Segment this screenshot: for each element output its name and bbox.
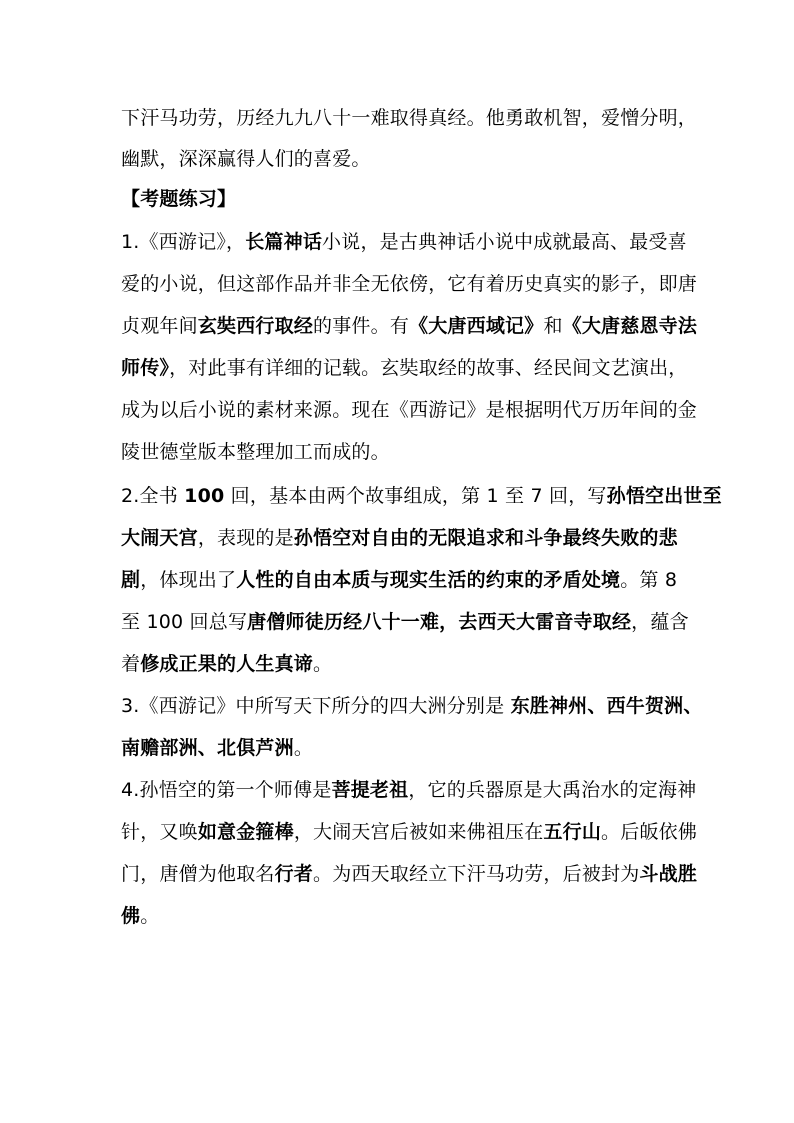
- text-line: 陵世德堂版本整理加工而成的。: [121, 441, 390, 463]
- text-line: 幽默，深深赢得人们的喜爱。: [121, 148, 371, 170]
- bold-text: 如意金箍棒: [197, 821, 294, 843]
- text-line: 大闹天宫，表现的是孙悟空对自由的无限追求和斗争最终失败的悲: [121, 527, 678, 549]
- text-line: 剧，体现出了人性的自由本质与现实生活的约束的矛盾处境。第 8: [121, 569, 678, 591]
- bold-text: 大闹天宫: [121, 527, 198, 549]
- bold-text: 行者: [274, 863, 314, 885]
- text-line: 佛。: [121, 905, 160, 927]
- bold-text: 东胜神州、西牛贺洲、: [510, 695, 703, 717]
- bold-text: 【考题练习】: [121, 188, 237, 210]
- text-line: 南赡部洲、北俱芦洲。: [121, 737, 314, 759]
- bold-text: 菩提老祖: [331, 779, 409, 801]
- text-line: 3.《西游记》中所写天下所分的四大洲分别是 东胜神州、西牛贺洲、: [121, 695, 703, 717]
- bold-text: 孙悟空对自由的无限追求和斗争最终失败的悲: [293, 527, 678, 549]
- bold-text: 长篇神话: [245, 231, 323, 253]
- bold-text: 修成正果的人生真谛: [140, 653, 314, 675]
- text-line: 着修成正果的人生真谛。: [121, 653, 333, 675]
- text-line: 至 100 回总写唐僧师徒历经八十一难，去西天大雷音寺取经，蕴含: [121, 611, 689, 633]
- bold-text: 《大唐西域记》: [409, 315, 544, 337]
- text-line: 4.孙悟空的第一个师傅是菩提老祖，它的兵器原是大禹治水的定海神: [121, 779, 697, 801]
- bold-text: 剧: [121, 569, 141, 591]
- text-line: 1.《西游记》，长篇神话小说，是古典神话小说中成就最高、最受喜: [121, 231, 687, 253]
- bold-text: 孙悟空出世至: [606, 485, 722, 507]
- text-line: 针，又唤如意金箍棒，大闹天宫后被如来佛祖压在五行山。后皈依佛: [121, 821, 698, 843]
- text-line: 贞观年间玄奘西行取经的事件。有《大唐西域记》和《大唐慈恩寺法: [121, 315, 698, 337]
- bold-text: 人性的自由本质与现实生活的约束的矛盾处境: [236, 569, 621, 591]
- bold-text: 玄奘西行取经: [197, 315, 314, 337]
- text-line: 下汗马功劳，历经九九八十一难取得真经。他勇敢机智，爱憎分明，: [121, 107, 698, 129]
- bold-text: 师传》: [121, 357, 170, 379]
- text-line: 2.全书 100 回，基本由两个故事组成，第 1 至 7 回，写孙悟空出世至: [121, 485, 722, 507]
- text-line: 成为以后小说的素材来源。现在《西游记》是根据明代万历年间的金: [121, 399, 698, 421]
- bold-text: 《大唐慈恩寺法: [562, 315, 698, 337]
- text-line: 门，唐僧为他取名行者。为西天取经立下汗马功劳，后被封为斗战胜: [121, 863, 698, 885]
- bold-text: 100: [184, 485, 225, 507]
- bold-text: 五行山: [543, 821, 602, 843]
- bold-text: 佛: [121, 905, 141, 927]
- bold-text: 斗战胜: [639, 863, 698, 885]
- text-line: 爱的小说，但这部作品并非全无依傍，它有着历史真实的影子，即唐: [121, 273, 698, 295]
- bold-text: 南赡部洲、北俱芦洲: [121, 737, 294, 759]
- bold-text: 唐僧师徒历经八十一难，去西天大雷音寺取经: [247, 611, 632, 633]
- text-line: 师传》，对此事有详细的记载。玄奘取经的故事、经民间文艺演出，: [121, 357, 688, 379]
- section-heading: [121, 187, 236, 211]
